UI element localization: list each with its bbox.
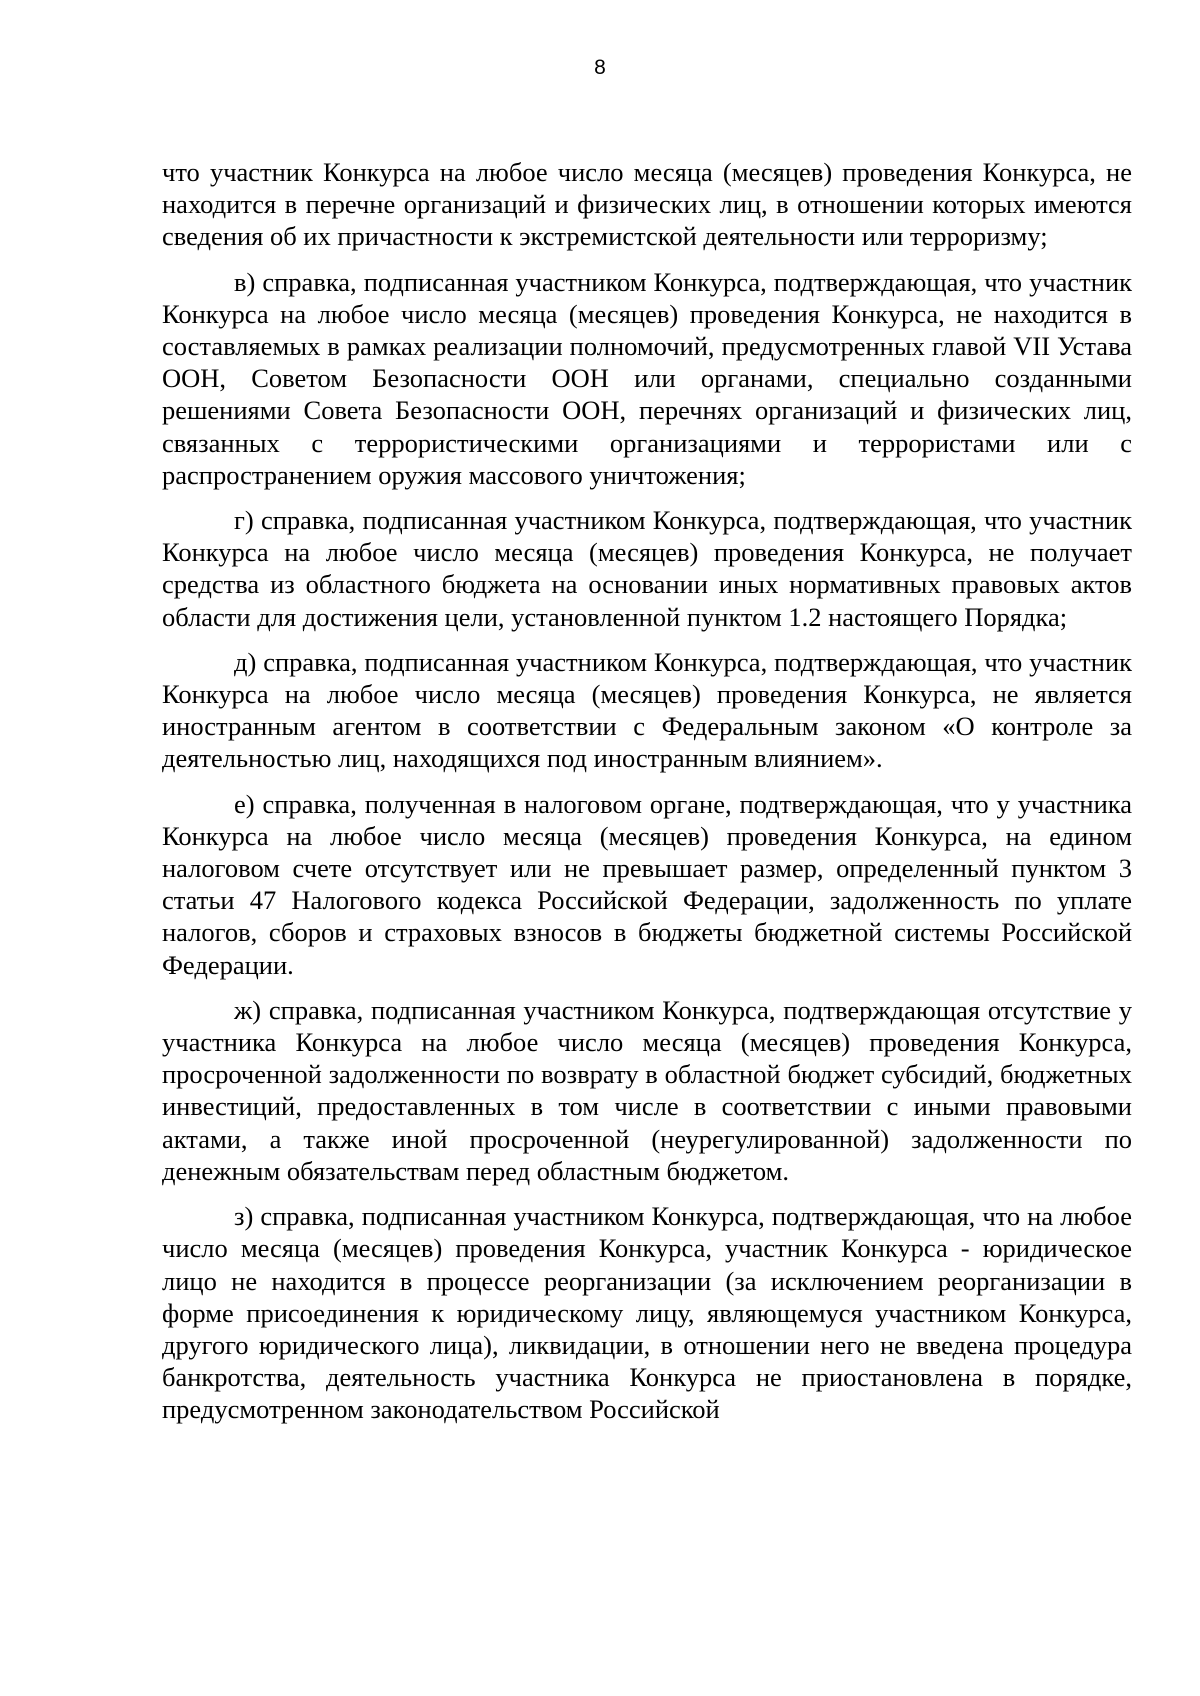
paragraph-item-zh: ж) справка, подписанная участником Конкурса, подтверждающая отсутствие у участника Конкурса на любое число месяца (месяцев) проведения Конкурса, просроченной задолженности по возврату в областной бюджет субсидий, бюджетных инвестиций, предоставленных в том числе в соответствии с иными правовыми актами, а также иной просроченной (неурегулированной) задолженности по денежным обязательствам перед областным бюджетом.	[162, 994, 1132, 1186]
paragraph-continuation: что участник Конкурса на любое число месяца (месяцев) проведения Конкурса, не находится в перечне организаций и физических лиц, в отношении которых имеются сведения об их причастности к экстремистской деятельности или терроризму;	[162, 157, 1132, 252]
paragraph-item-g: г) справка, подписанная участником Конкурса, подтверждающая, что участник Конкурса на любое число месяца (месяцев) проведения Конкурса, не получает средства из областного бюджета на основании иных нормативных правовых актов области для достижения цели, установленной пунктом 1.2 настоящего Порядка;	[162, 505, 1132, 632]
document-body	[162, 156, 1132, 1439]
paragraph-item-v: в) справка, подписанная участником Конкурса, подтверждающая, что участник Конкурса на любое число месяца (месяцев) проведения Конкурса, не находится в составляемых в рамках реализации полномочий, предусмотренных главой VII Устава ООН, Советом Безопасности ООН или органами, специально созданными решениями Совета Безопасности ООН, перечнях организаций и физических лиц, связанных с террористическими организациями и террористами или с распространением оружия массового уничтожения;	[162, 266, 1132, 490]
page-number: 8	[594, 56, 606, 79]
paragraph-item-d: д) справка, подписанная участником Конкурса, подтверждающая, что участник Конкурса на любое число месяца (месяцев) проведения Конкурса, не является иностранным агентом в соответствии с Федеральным законом «О контроле за деятельностью лиц, находящихся под иностранным влиянием».	[162, 646, 1132, 774]
paragraph-item-z: з) справка, подписанная участником Конкурса, подтверждающая, что на любое число месяца (месяцев) проведения Конкурса, участник Конкурса - юридическое лицо не находится в процессе реорганизации (за исключением реорганизации в форме присоединения к юридическому лицу, являющемуся участником Конкурса, другого юридического лица), ликвидации, в отношении него не введена процедура банкротства, деятельность участника Конкурса не приостановлена в порядке, предусмотренном законодательством Российской	[162, 1201, 1132, 1425]
paragraph-item-e: е) справка, полученная в налоговом органе, подтверждающая, что у участника Конкурса на любое число месяца (месяцев) проведения Конкурса, на едином налоговом счете отсутствует или не превышает размер, определенный пунктом 3 статьи 47 Налогового кодекса Российской Федерации, задолженность по уплате налогов, сборов и страховых взносов в бюджеты бюджетной системы Российской Федерации.	[162, 788, 1132, 980]
